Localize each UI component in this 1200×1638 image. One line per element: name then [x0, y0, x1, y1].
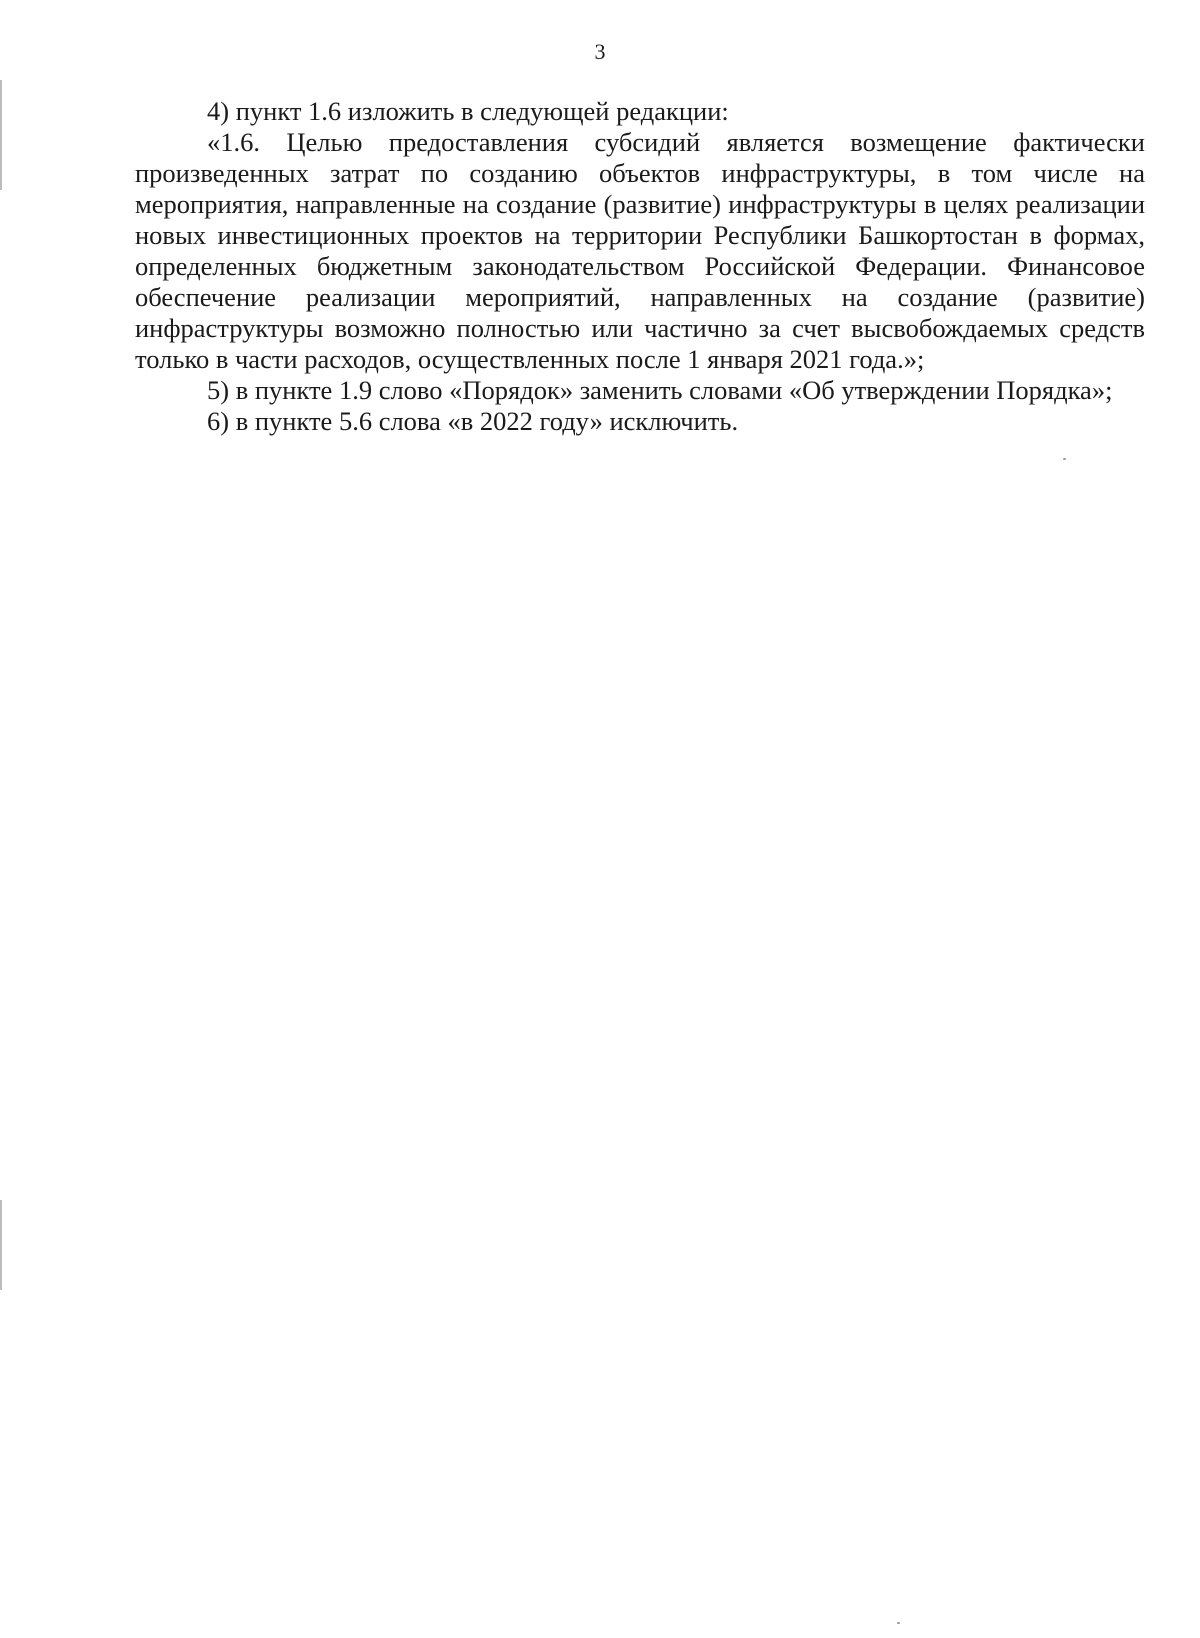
scan-edge-mark-bottom: [0, 1200, 2, 1290]
scan-speck: [1063, 458, 1066, 460]
paragraph-item-4: 4) пункт 1.6 изложить в следующей редакции:: [207, 96, 729, 126]
document-body: [135, 96, 1145, 437]
paragraph-item-5: 5) в пункте 1.9 слово «Порядок» заменить словами «Об утверждении Порядка»;: [207, 375, 1113, 405]
paragraph-clause-1-6: «1.6. Целью предоставления субсидий является возмещение фактически произведенных затрат по созданию объектов инфраструктуры, в том числе на мероприятия, направленные на создание (развитие) инфраструктуры в целях реализации новых инвестиционных проектов на территории Республики Башкортостан в формах, определенных бюджетным законодательством Российской Федерации. Финансовое обеспечение реализации мероприятий, направленных на создание (развитие) инфраструктуры возможно полностью или частично за счет высвобождаемых средств только в части расходов, осуществленных после 1 января 2021 года.»;: [135, 127, 1145, 374]
paragraph-item-6: 6) в пункте 5.6 слова «в 2022 году» исключить.: [207, 406, 739, 436]
scan-speck: [897, 1622, 900, 1624]
page-number: 3: [594, 39, 606, 64]
scan-edge-mark-top: [0, 80, 2, 190]
